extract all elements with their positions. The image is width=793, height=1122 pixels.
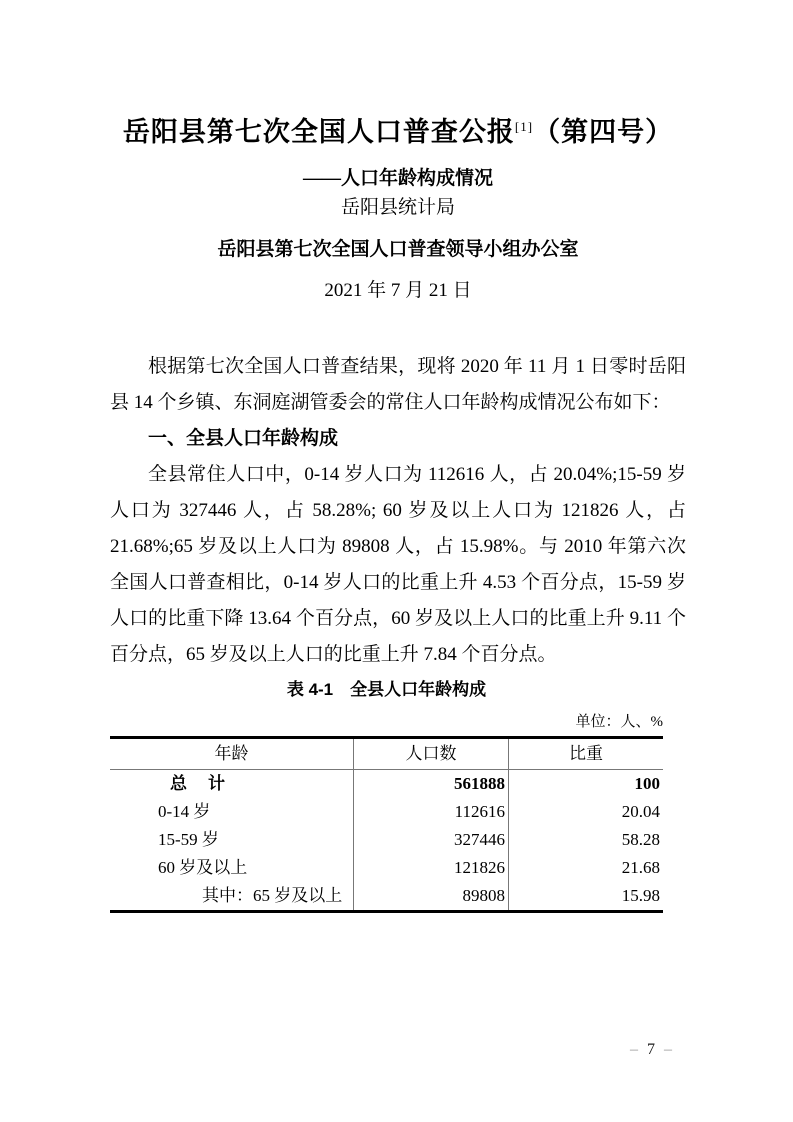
table-header-share: 比重 — [508, 739, 663, 770]
table-row-total-population: 561888 — [353, 770, 508, 798]
subtitle: ——人口年龄构成情况 — [302, 168, 493, 189]
table-row-65plus-age: 其中：65 岁及以上 — [202, 886, 343, 905]
title-footnote-ref: [1] — [514, 119, 534, 134]
age-composition-table — [110, 736, 663, 913]
section1-heading: 一、全县人口年龄构成 — [148, 428, 339, 449]
page-number — [630, 1040, 672, 1060]
document-content — [110, 0, 686, 913]
issuer-census-office: 岳阳县第七次全国人口普查领导小组办公室 — [217, 239, 579, 260]
table-header-population: 人口数 — [353, 739, 508, 770]
table-row-60plus-age: 60 岁及以上 — [158, 858, 248, 877]
title-suffix: （第四号） — [533, 117, 674, 147]
table-row-15-59-population: 327446 — [353, 826, 508, 854]
section1-paragraph: 全县常住人口中，0-14 岁人口为 112616 人，占 20.04%;15-59 岁人口为 327446 人，占 58.28%; 60 岁及以上人口为 121826 人，占 21.68%;65 岁及以上人口为 89808 人，占 15.98%。与 2010 年第六次全国人口普查相比，0-14 岁人口的比重上升 4.53 个百分点，15-59 岁人口的比重下降 13.64 个百分点，60 岁及以上人口的比重上升 9.11 个百分点，65 岁及以上人口的比重上升 7.84 个百分点。 — [110, 464, 686, 665]
issuer-statistics-bureau: 岳阳县统计局 — [340, 197, 455, 218]
title-text: 岳阳县第七次全国人口普查公报 — [122, 117, 515, 147]
table-row-60plus-share: 21.68 — [508, 854, 663, 882]
page-number-value: 7 — [647, 1041, 655, 1058]
publish-date: 2021 年 7 月 21 日 — [324, 280, 472, 301]
intro-paragraph: 根据第七次全国人口普查结果，现将 2020 年 11 月 1 日零时岳阳县 14 个乡镇、东洞庭湖管委会的常住人口年龄构成情况公布如下： — [110, 356, 686, 413]
table-row-total-share: 100 — [508, 770, 663, 798]
table-row-0-14-share: 20.04 — [508, 798, 663, 826]
table-unit-note: 单位：人、% — [575, 714, 663, 730]
table-row-15-59-share: 58.28 — [508, 826, 663, 854]
table-row-total-age: 总 计 — [170, 774, 227, 793]
page-number-left-dash: – — [630, 1041, 638, 1058]
table-row-0-14-population: 112616 — [353, 798, 508, 826]
table-header-age: 年龄 — [110, 739, 353, 770]
table-block — [110, 675, 663, 913]
page-number-right-dash: – — [664, 1041, 672, 1058]
table-row-65plus-population: 89808 — [353, 882, 508, 910]
table-row-65plus-share: 15.98 — [508, 882, 663, 910]
table-row-0-14-age: 0-14 岁 — [158, 802, 211, 821]
page-title — [110, 112, 686, 152]
table-caption: 表 4-1 全县人口年龄构成 — [286, 680, 487, 699]
table-row-15-59-age: 15-59 岁 — [158, 830, 219, 849]
table-row-60plus-population: 121826 — [353, 854, 508, 882]
